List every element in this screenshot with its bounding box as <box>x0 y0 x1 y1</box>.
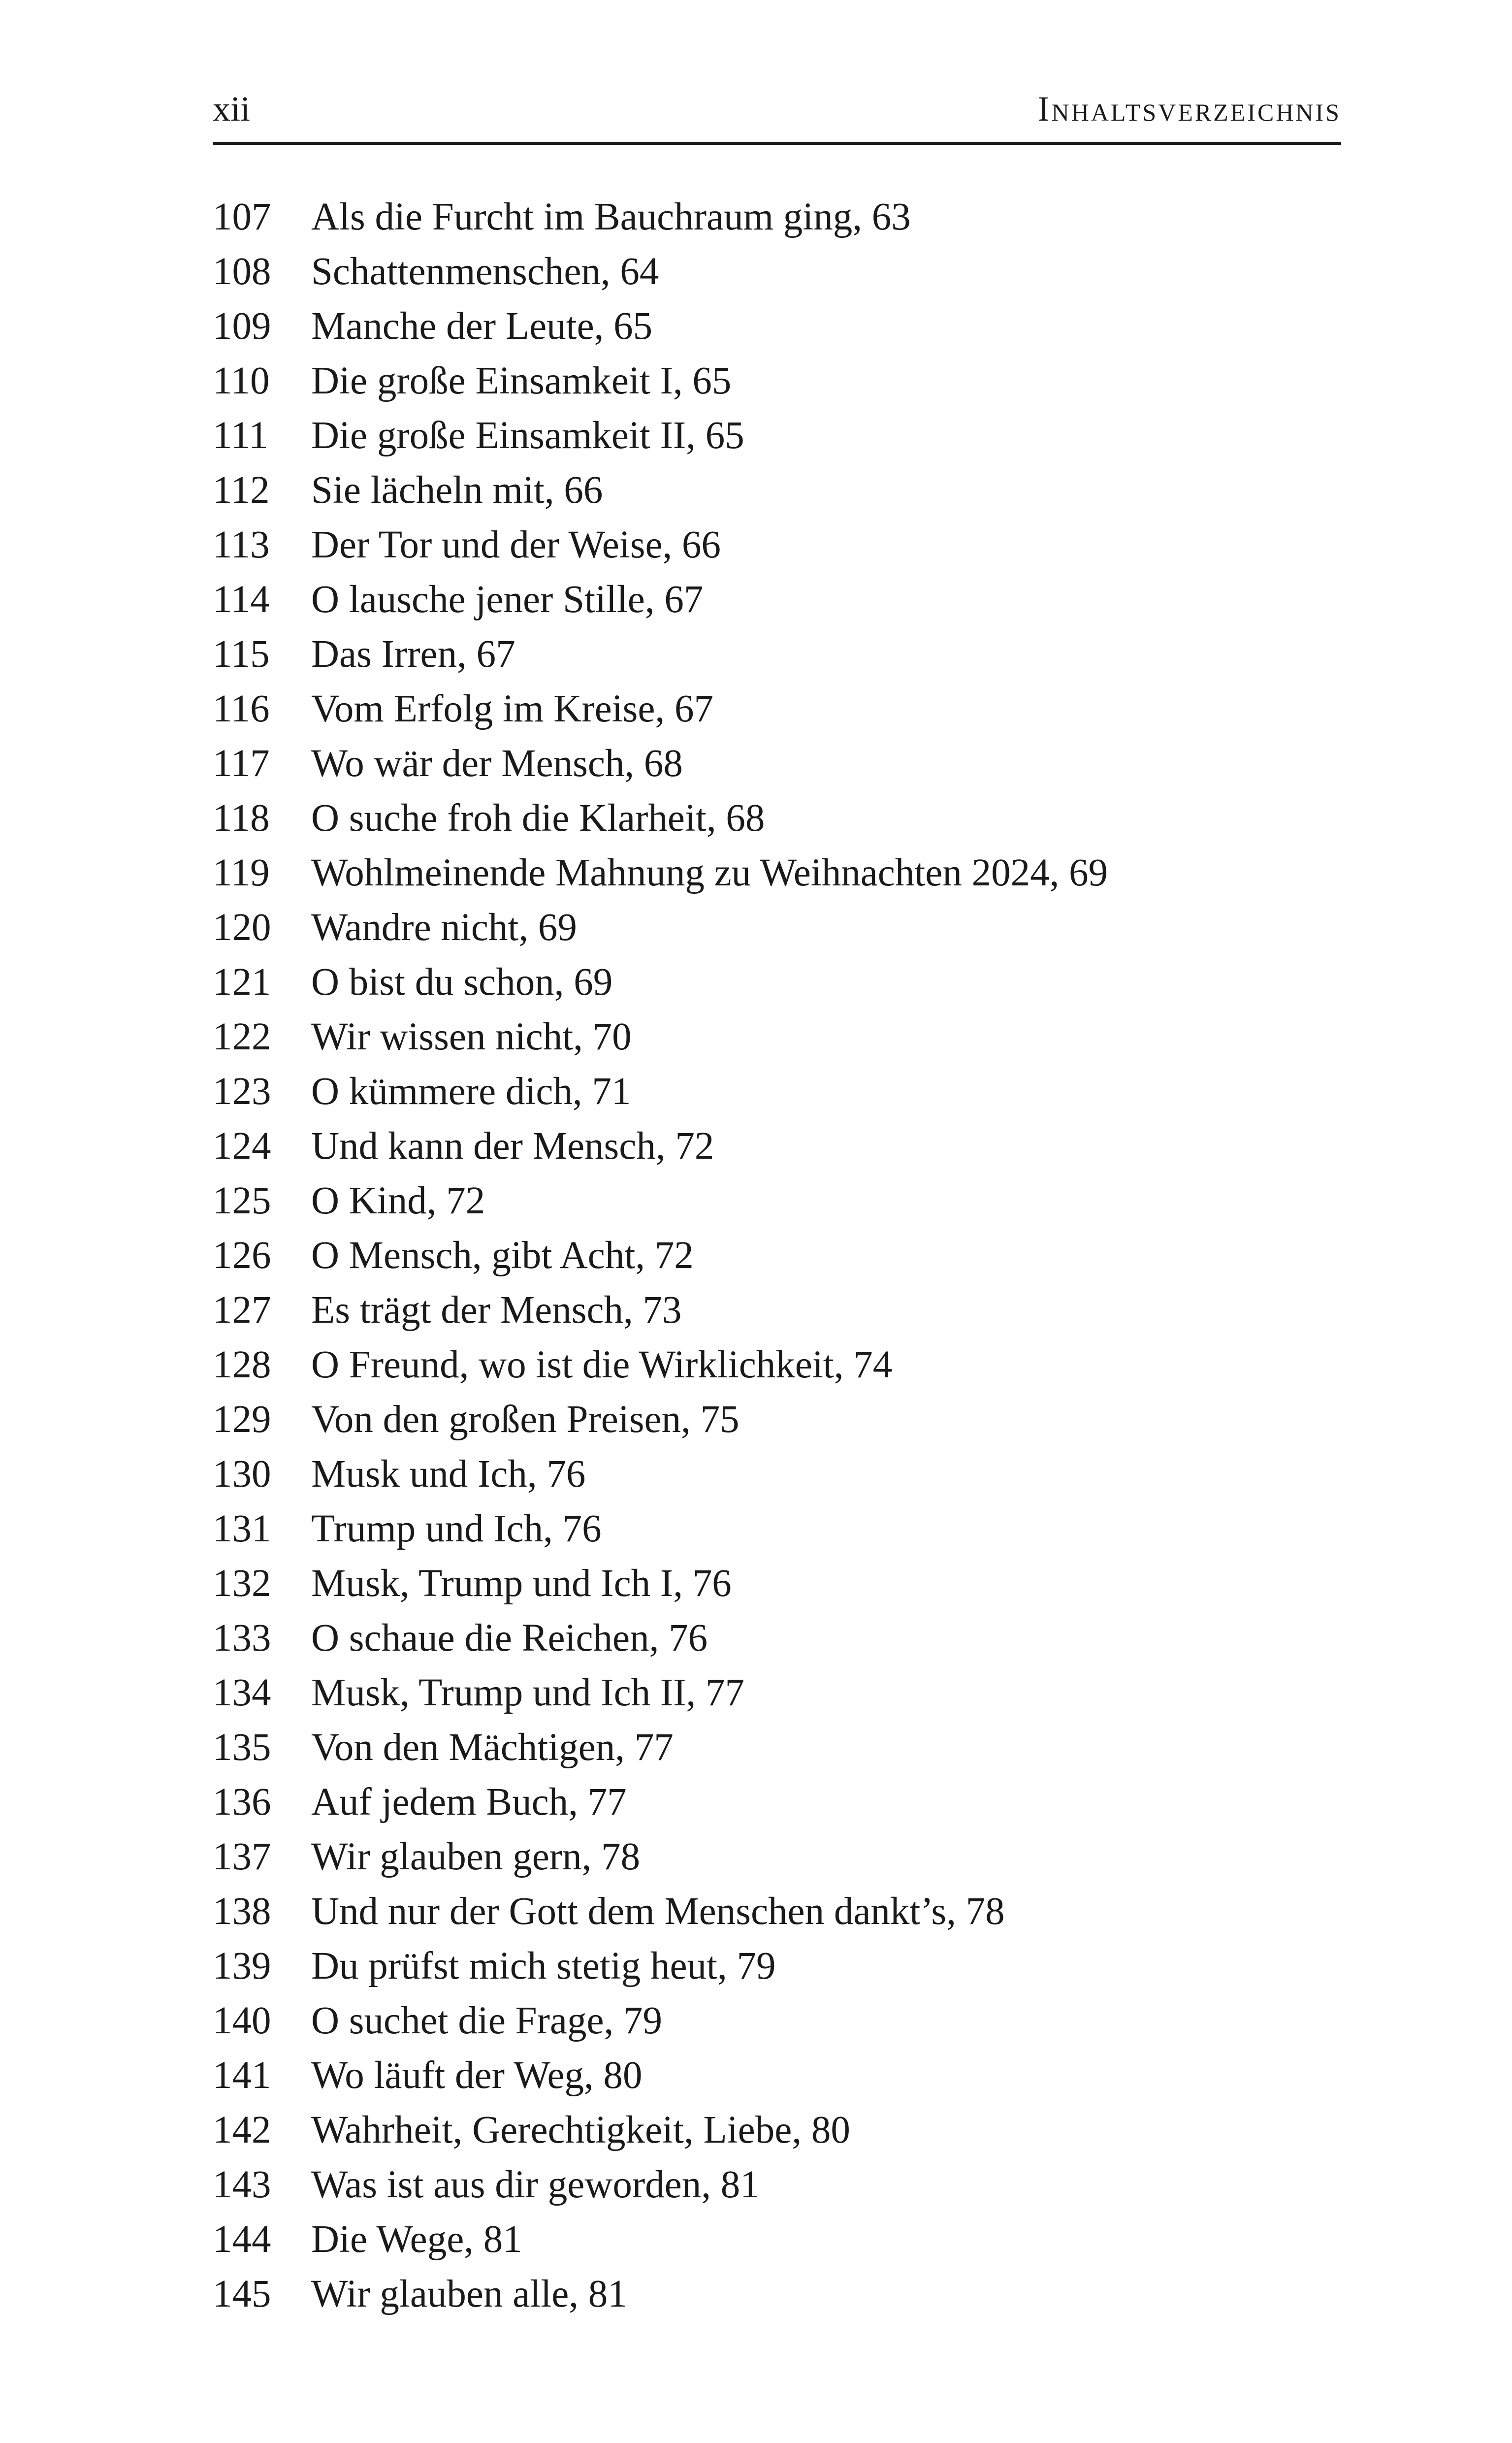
toc-entry-title: Wandre nicht, 69 <box>311 906 577 949</box>
toc-entry-number: 143 <box>213 2163 271 2206</box>
toc-entry-number: 122 <box>213 1015 271 1058</box>
toc-entry-title: Manche der Leute, 65 <box>311 305 653 348</box>
toc-entry-title: Als die Furcht im Bauchraum ging, 63 <box>311 195 911 238</box>
toc-entry-number: 125 <box>213 1179 271 1222</box>
toc-entry-title: Die Wege, 81 <box>311 2218 522 2261</box>
toc-entry <box>213 682 1341 736</box>
toc-entry <box>213 1119 1341 1173</box>
toc-entry-title: Wo läuft der Weg, 80 <box>311 2054 643 2097</box>
toc-entry <box>213 1611 1341 1665</box>
toc-entry-title: Schattenmenschen, 64 <box>311 250 659 293</box>
toc-entry-number: 113 <box>213 523 270 566</box>
toc-entry-title: Auf jedem Buch, 77 <box>311 1781 627 1824</box>
toc-entry <box>213 1228 1341 1283</box>
toc-entry-number: 133 <box>213 1617 271 1660</box>
toc-entry-number: 145 <box>213 2273 271 2315</box>
toc-entry-number: 107 <box>213 195 271 238</box>
toc-entry <box>213 518 1341 572</box>
toc-entry-title: Wir glauben alle, 81 <box>311 2273 627 2315</box>
toc-entry <box>213 846 1341 900</box>
toc-entry-title: O lausche jener Stille, 67 <box>311 578 704 621</box>
toc-entry <box>213 1010 1341 1064</box>
toc-entry-number: 130 <box>213 1453 271 1496</box>
toc-entry <box>213 1173 1341 1228</box>
toc-entry <box>213 627 1341 682</box>
toc-entry-number: 139 <box>213 1945 271 1987</box>
toc-entry <box>213 1556 1341 1611</box>
toc-entry <box>213 299 1341 354</box>
toc-entry-number: 144 <box>213 2218 271 2261</box>
toc-entry-number: 121 <box>213 961 271 1004</box>
toc-entry <box>213 1720 1341 1775</box>
toc-entry-title: O Mensch, gibt Acht, 72 <box>311 1234 694 1277</box>
toc-entry-number: 137 <box>213 1835 271 1878</box>
toc-entry-number: 117 <box>213 742 270 785</box>
toc-entry <box>213 900 1341 955</box>
toc-entry-title: Es trägt der Mensch, 73 <box>311 1289 682 1332</box>
toc-entry-number: 112 <box>213 469 270 512</box>
toc-entry-number: 109 <box>213 305 271 348</box>
page-number: xii <box>213 89 251 129</box>
toc-entry-title: Und kann der Mensch, 72 <box>311 1125 714 1168</box>
toc-entry-title: Trump und Ich, 76 <box>311 1507 602 1550</box>
toc-entry <box>213 1665 1341 1720</box>
toc-entry <box>213 1283 1341 1337</box>
toc-entry-number: 140 <box>213 1999 271 2042</box>
toc-entry-number: 111 <box>213 414 268 457</box>
toc-entry-number: 136 <box>213 1781 271 1824</box>
toc-entry-title: Wahrheit, Gerechtigkeit, Liebe, 80 <box>311 2109 850 2151</box>
toc-entry <box>213 2103 1341 2157</box>
header-rule <box>213 142 1341 145</box>
toc-entry <box>213 2048 1341 2103</box>
toc-entry-number: 141 <box>213 2054 271 2097</box>
toc-entry <box>213 2157 1341 2212</box>
toc-entry-number: 119 <box>213 851 270 894</box>
toc-entry-number: 128 <box>213 1343 271 1386</box>
toc-entry-number: 134 <box>213 1671 271 1714</box>
toc-entry <box>213 955 1341 1010</box>
toc-entry <box>213 572 1341 627</box>
toc-entry-number: 126 <box>213 1234 271 1277</box>
toc-entry <box>213 1993 1341 2048</box>
toc-entry <box>213 408 1341 463</box>
toc-entry-title: Wohlmeinende Mahnung zu Weihnachten 2024, 69 <box>311 851 1108 894</box>
toc-entry <box>213 190 1341 244</box>
toc-entry <box>213 736 1341 791</box>
toc-entry <box>213 791 1341 846</box>
toc-entry <box>213 1447 1341 1501</box>
toc-entry-title: O schaue die Reichen, 76 <box>311 1617 708 1660</box>
toc-entry-title: Wir glauben gern, 78 <box>311 1835 641 1878</box>
toc-entry-title: Sie lächeln mit, 66 <box>311 469 603 512</box>
table-of-contents <box>213 190 1341 2321</box>
toc-entry-number: 110 <box>213 359 270 402</box>
toc-entry-title: Wir wissen nicht, 70 <box>311 1015 632 1058</box>
toc-entry-title: Musk, Trump und Ich I, 76 <box>311 1562 732 1605</box>
toc-entry <box>213 2267 1341 2321</box>
toc-entry-title: O kümmere dich, 71 <box>311 1070 631 1113</box>
toc-entry-title: Von den Mächtigen, 77 <box>311 1726 674 1769</box>
toc-entry <box>213 1501 1341 1556</box>
toc-entry-number: 120 <box>213 906 271 949</box>
toc-entry <box>213 1884 1341 1939</box>
toc-entry-title: Und nur der Gott dem Menschen dankt’s, 78 <box>311 1890 1005 1933</box>
toc-entry-title: Wo wär der Mensch, 68 <box>311 742 683 785</box>
toc-entry-title: Was ist aus dir geworden, 81 <box>311 2163 760 2206</box>
toc-entry <box>213 1337 1341 1392</box>
toc-entry-title: O Freund, wo ist die Wirklichkeit, 74 <box>311 1343 893 1386</box>
toc-entry <box>213 1829 1341 1884</box>
toc-entry-number: 124 <box>213 1125 271 1168</box>
toc-entry-title: O Kind, 72 <box>311 1179 485 1222</box>
toc-entry-title: Die große Einsamkeit I, 65 <box>311 359 732 402</box>
running-header <box>213 79 1341 138</box>
toc-entry-number: 123 <box>213 1070 271 1113</box>
toc-entry <box>213 463 1341 518</box>
toc-entry-title: Musk und Ich, 76 <box>311 1453 586 1496</box>
toc-entry <box>213 2212 1341 2267</box>
toc-entry-number: 132 <box>213 1562 271 1605</box>
toc-entry-number: 116 <box>213 687 270 730</box>
toc-entry-title: Du prüfst mich stetig heut, 79 <box>311 1945 776 1987</box>
toc-entry-number: 127 <box>213 1289 271 1332</box>
running-title: Inhaltsverzeichnis <box>1037 89 1341 129</box>
toc-entry-title: Musk, Trump und Ich II, 77 <box>311 1671 745 1714</box>
toc-entry-number: 118 <box>213 797 270 840</box>
toc-entry-title: Das Irren, 67 <box>311 633 515 676</box>
toc-entry <box>213 1775 1341 1829</box>
toc-entry <box>213 1939 1341 1993</box>
toc-entry <box>213 1064 1341 1119</box>
toc-entry-title: O suchet die Frage, 79 <box>311 1999 663 2042</box>
toc-entry-title: Der Tor und der Weise, 66 <box>311 523 721 566</box>
toc-entry <box>213 1392 1341 1447</box>
toc-entry-title: Vom Erfolg im Kreise, 67 <box>311 687 713 730</box>
toc-entry-title: O suche froh die Klarheit, 68 <box>311 797 765 840</box>
toc-entry <box>213 244 1341 299</box>
toc-entry-number: 138 <box>213 1890 271 1933</box>
toc-entry-number: 108 <box>213 250 271 293</box>
toc-entry-number: 129 <box>213 1398 271 1441</box>
toc-entry-title: Die große Einsamkeit II, 65 <box>311 414 744 457</box>
toc-entry-number: 142 <box>213 2109 271 2151</box>
toc-entry-title: Von den großen Preisen, 75 <box>311 1398 740 1441</box>
toc-entry-number: 131 <box>213 1507 271 1550</box>
toc-entry-number: 135 <box>213 1726 271 1769</box>
toc-entry-number: 114 <box>213 578 270 621</box>
toc-entry-title: O bist du schon, 69 <box>311 961 613 1004</box>
toc-entry <box>213 354 1341 408</box>
toc-entry-number: 115 <box>213 633 270 676</box>
